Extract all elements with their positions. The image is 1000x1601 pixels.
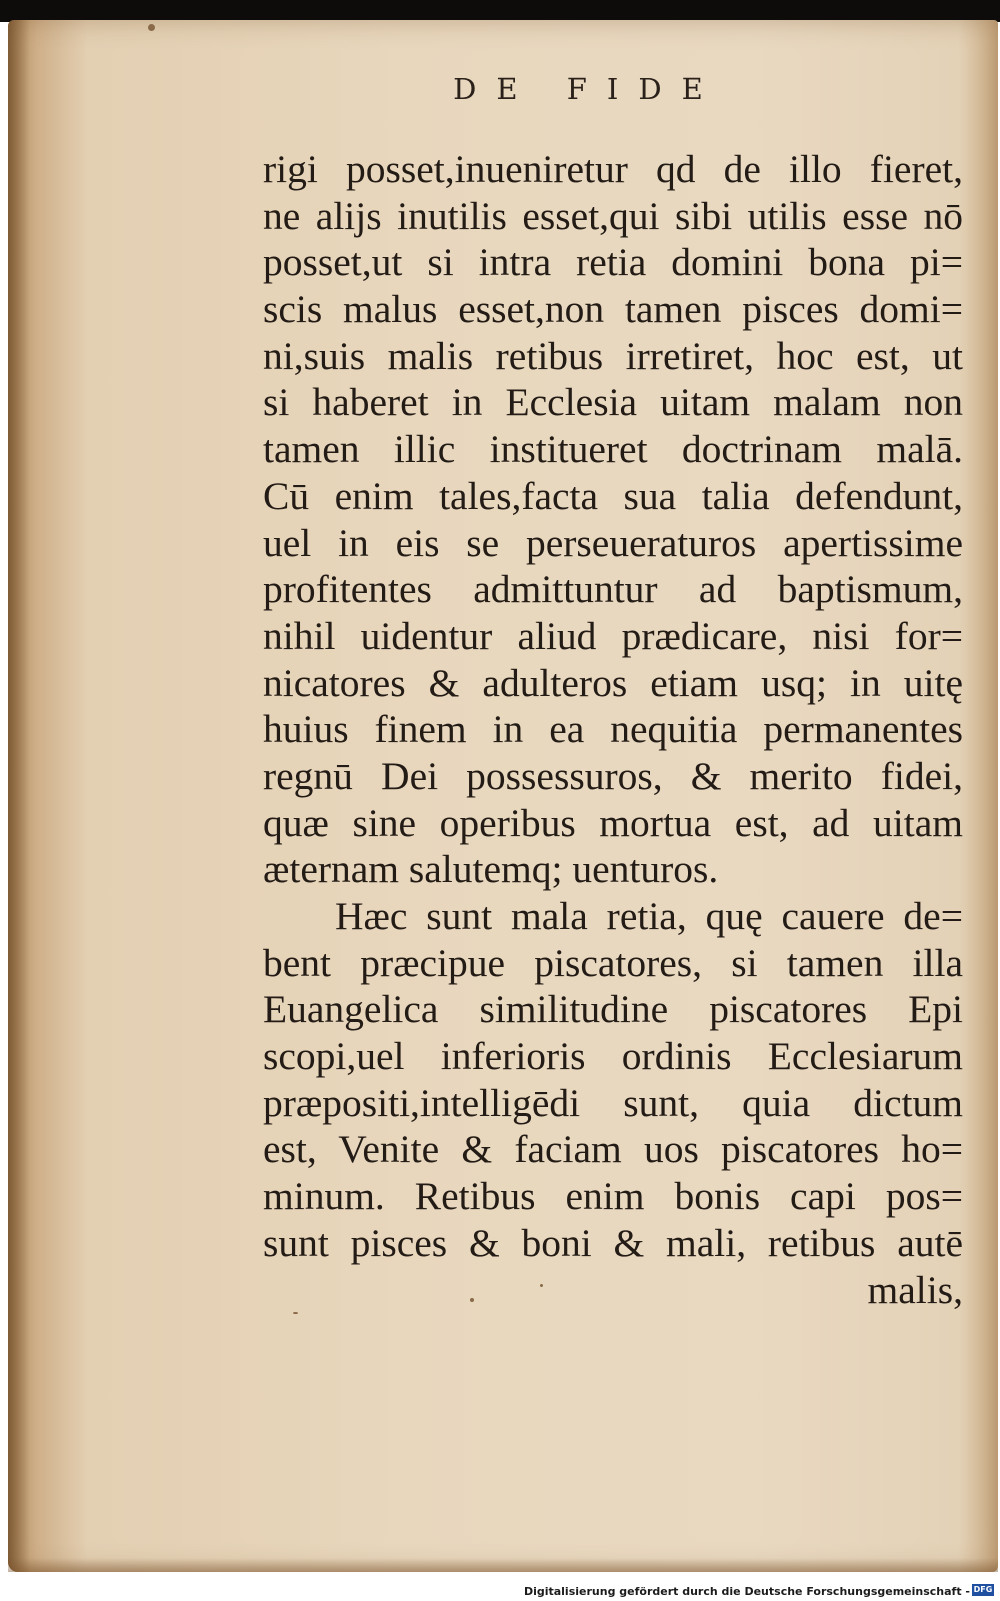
- text-line: profitentes admittuntur ad baptismum,: [263, 567, 963, 612]
- text-line: Euangelica similitudine piscatores Epi: [263, 987, 963, 1032]
- text-line: nicatores & adulteros etiam usq; in uitę: [263, 660, 963, 705]
- text-line: tamen illic institueret doctrinam malā.: [263, 427, 963, 472]
- text-line: æternam salutemq; uenturos.: [263, 847, 719, 892]
- text-line: si haberet in Ecclesia uitam malam non: [263, 380, 963, 425]
- text-line: regnū Dei possessuros, & merito fidei,: [263, 753, 963, 798]
- dfg-logo: DFG: [973, 1585, 993, 1594]
- text-line: scis malus esset,non tamen pisces domi=: [263, 287, 963, 332]
- digitization-credit: Digitalisierung gefördert durch die Deutsche Forschungsgemeinschaft -: [523, 1585, 970, 1598]
- text-line: sunt pisces & boni & mali, retibus autē: [263, 1220, 963, 1265]
- text-line: nihil uidentur aliud prædicare, nisi for=: [263, 613, 963, 658]
- text-line: minum. Retibus enim bonis capi pos=: [263, 1174, 963, 1219]
- text-line: scopi,uel inferioris ordinis Ecclesiarum: [263, 1034, 963, 1079]
- spine-shadow: [8, 20, 30, 1572]
- paragraph-first-line: Hæc sunt mala retia, quę cauere de=: [335, 894, 963, 938]
- body-text: [263, 146, 963, 1313]
- text-line: ne aliјs inutilis esset,qui sibi utilis esse nō: [263, 193, 963, 238]
- page-bottom-edge: [8, 1558, 998, 1572]
- paper-page: [8, 20, 998, 1572]
- paper-speck: [148, 24, 155, 31]
- text-line: ni,suis malis retibus irretiret, hoc est, ut: [263, 333, 963, 378]
- text-line: præpositi,intelligēdi sunt, quia dictum: [263, 1080, 963, 1125]
- scan-top-border: [0, 0, 1000, 22]
- text-line: uel in eis se perseueraturos apertissime: [263, 520, 963, 565]
- text-line: quæ sine operibus mortua est, ad uitam: [263, 800, 963, 845]
- text-line: bent præcipue piscatores, si tamen illa: [263, 940, 963, 985]
- text-line: huius finem in ea nequitia permanentes: [263, 707, 963, 752]
- running-head: DE FIDE: [453, 72, 723, 106]
- text-line: est, Venite & faciam uos piscatores ho=: [263, 1127, 963, 1172]
- catchword: malis,: [867, 1267, 963, 1312]
- text-line: rigi posset,inueniretur qd de illo fieret,: [263, 147, 963, 191]
- text-line: posset,ut si intra retia domini bona pi=: [263, 240, 963, 285]
- text-line: Cū enim tales,facta sua talia defendunt,: [263, 473, 963, 518]
